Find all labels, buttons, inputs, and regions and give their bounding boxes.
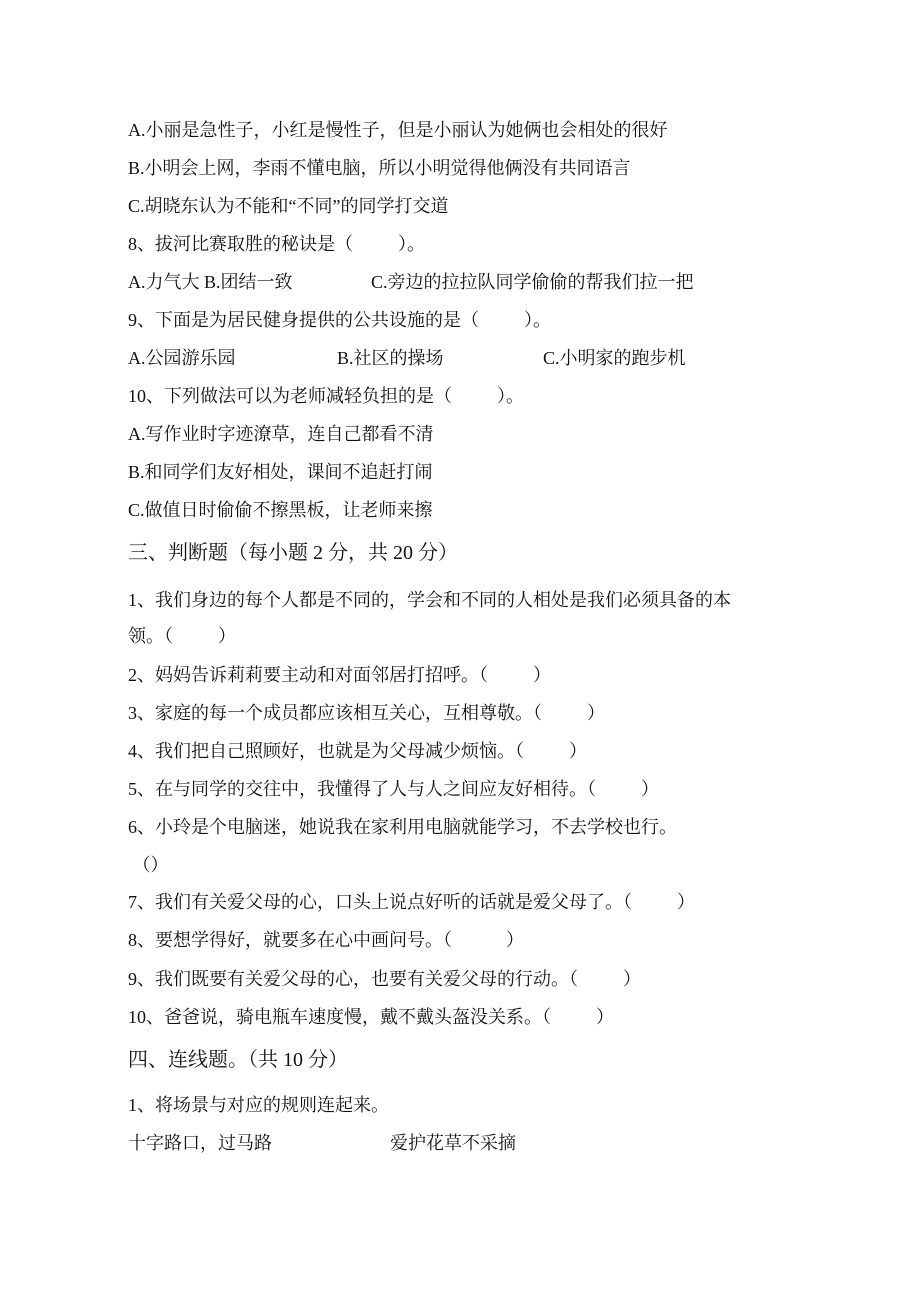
- matching-left: 十字路口，过马路: [128, 1133, 272, 1153]
- q8-option-ab: A.力气大 B.团结一致: [128, 272, 293, 292]
- judge-item: 领。（ ）: [128, 626, 236, 646]
- judge-item: 6、小玲是个电脑迷，她说我在家利用电脑就能学习，不去学校也行。: [128, 817, 677, 837]
- matching-right: 爱护花草不采摘: [390, 1133, 516, 1153]
- q8-option-c: C.旁边的拉拉队同学偷偷的帮我们拉一把: [371, 272, 694, 292]
- judge-item: （）: [128, 855, 169, 875]
- q10-option-b: B.和同学们友好相处，课间不追赶打闹: [128, 462, 433, 482]
- section4-heading: 四、连线题。（共 10 分）: [128, 1049, 348, 1071]
- matching-q1: 1、将场景与对应的规则连起来。: [128, 1095, 389, 1115]
- q7-option-c: C.胡晓东认为不能和“不同”的同学打交道: [128, 196, 449, 216]
- q7-option-b: B.小明会上网，李雨不懂电脑，所以小明觉得他俩没有共同语言: [128, 158, 631, 178]
- q9-stem: 9、下面是为居民健身提供的公共设施的是（ ）。: [128, 310, 551, 330]
- q10-option-c: C.做值日时偷偷不擦黑板，让老师来擦: [128, 500, 433, 520]
- q9-option-a: A.公园游乐园: [128, 348, 236, 368]
- judge-item: 2、妈妈告诉莉莉要主动和对面邻居打招呼。（ ）: [128, 665, 551, 685]
- q10-stem: 10、下列做法可以为老师减轻负担的是（ ）。: [128, 386, 524, 406]
- judge-item: 8、要想学得好，就要多在心中画问号。（ ）: [128, 930, 524, 950]
- judge-item: 7、我们有关爱父母的心，口头上说点好听的话就是爱父母了。（ ）: [128, 892, 695, 912]
- q9-option-b: B.社区的操场: [337, 348, 444, 368]
- judge-item: 4、我们把自己照顾好，也就是为父母减少烦恼。（ ）: [128, 741, 587, 761]
- judge-item: 10、爸爸说，骑电瓶车速度慢，戴不戴头盔没关系。（ ）: [128, 1007, 614, 1027]
- q10-option-a: A.写作业时字迹潦草，连自己都看不清: [128, 424, 434, 444]
- judge-item: 9、我们既要有关爱父母的心，也要有关爱父母的行动。（ ）: [128, 969, 641, 989]
- judge-item: 3、家庭的每一个成员都应该相互关心，互相尊敬。（ ）: [128, 703, 605, 723]
- q9-option-c: C.小明家的跑步机: [543, 348, 686, 368]
- matching-row: [128, 1132, 828, 1198]
- judge-item: 1、我们身边的每个人都是不同的，学会和不同的人相处是我们必须具备的本: [128, 590, 731, 610]
- section3-heading: 三、判断题（每小题 2 分，共 20 分）: [128, 542, 458, 564]
- q8-stem: 8、拔河比赛取胜的秘诀是（ ）。: [128, 234, 425, 254]
- judge-item: 5、在与同学的交往中，我懂得了人与人之间应友好相待。（ ）: [128, 779, 659, 799]
- q7-option-a: A.小丽是急性子，小红是慢性子，但是小丽认为她俩也会相处的很好: [128, 120, 668, 140]
